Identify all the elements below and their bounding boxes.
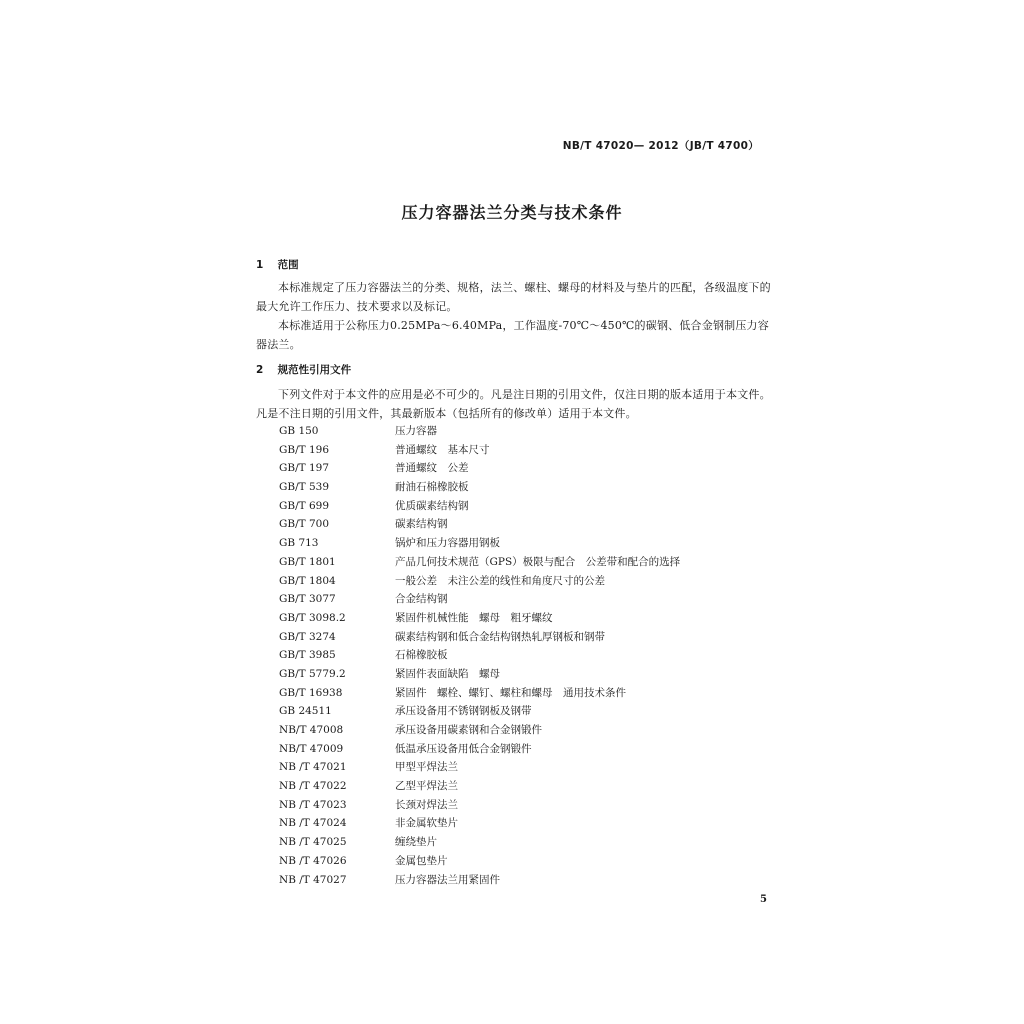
reference-title: 普通螺纹 公差 [395,462,469,475]
reference-row [279,666,680,685]
reference-code: GB/T 197 [279,462,330,475]
paragraph: 凡是不注日期的引用文件，其最新版本（包括所有的修改单）适用于本文件。 [256,407,637,420]
reference-code: GB/T 3098.2 [279,611,346,624]
reference-code: GB/T 5779.2 [279,667,346,680]
reference-code: NB /T 47027 [279,873,347,886]
reference-code: GB/T 3077 [279,593,336,606]
reference-code: GB/T 539 [279,481,330,494]
reference-row [279,479,680,498]
section-2-body [256,385,771,423]
reference-row [279,853,680,872]
reference-code: NB /T 47023 [279,798,347,811]
reference-code: NB/T 47008 [279,724,344,736]
paragraph: 本标准规定了压力容器法兰的分类、规格，法兰、螺柱、螺母的材料及与垫片的匹配，各级温度下的最大允许工作压力、技术要求以及标记。 [256,281,771,313]
reference-title: 承压设备用碳素钢和合金钢锻件 [395,724,542,736]
reference-code: GB/T 196 [279,443,330,456]
reference-title: 优质碳素结构钢 [395,499,469,512]
reference-row [279,573,680,592]
document-title: 压力容器法兰分类与技术条件 [401,203,623,222]
reference-title: 产品几何技术规范（GPS）极限与配合 公差带和配合的选择 [395,555,681,568]
reference-title: 碳素结构钢 [395,518,448,531]
reference-code: GB/T 16938 [279,686,343,699]
reference-title: 金属包垫片 [395,854,448,867]
reference-title: 缠绕垫片 [395,836,437,849]
reference-title: 耐油石棉橡胶板 [395,481,469,494]
reference-code: GB 150 [279,425,319,437]
reference-code: GB/T 1804 [279,574,336,587]
reference-row [279,703,680,722]
section-number: 1 [256,259,264,271]
reference-row [279,554,680,573]
reference-row [279,442,680,461]
reference-code: GB 24511 [279,705,332,718]
reference-row [279,591,680,610]
reference-row [279,797,680,816]
reference-title: 紧固件表面缺陷 螺母 [395,667,500,680]
section-title: 规范性引用文件 [277,364,352,376]
reference-title: 紧固件 螺栓、螺钉、螺柱和螺母 通用技术条件 [395,686,626,699]
reference-row [279,741,680,760]
reference-code: GB/T 3985 [279,649,336,662]
reference-row [279,535,680,554]
reference-row [279,872,680,891]
section-title: 范围 [277,259,299,271]
reference-title: 石棉橡胶板 [395,649,448,662]
reference-title: 甲型平焊法兰 [395,761,458,774]
reference-row [279,423,680,442]
reference-code: GB/T 1801 [279,555,336,568]
reference-code: GB/T 3274 [279,630,336,643]
reference-title: 乙型平焊法兰 [395,780,458,793]
reference-title: 锅炉和压力容器用钢板 [395,537,500,550]
reference-row [279,498,680,517]
page-number: 5 [760,894,767,905]
section-2-heading [256,362,351,377]
reference-row [279,460,680,479]
reference-title: 压力容器 [395,425,437,437]
reference-code: GB/T 700 [279,518,330,531]
section-1-heading [256,257,299,272]
reference-title: 紧固件机械性能 螺母 粗牙螺纹 [395,611,553,624]
reference-title: 一般公差 未注公差的线性和角度尺寸的公差 [395,574,605,587]
reference-title: 低温承压设备用低合金钢锻件 [395,742,532,755]
reference-title: 长颈对焊法兰 [395,798,458,811]
reference-title: 碳素结构钢和低合金结构钢热轧厚钢板和钢带 [395,630,605,643]
reference-title: 承压设备用不锈钢钢板及钢带 [395,705,532,718]
reference-code: GB 713 [279,537,319,550]
reference-code: NB /T 47022 [279,780,347,793]
section-1-body [256,278,771,354]
reference-title: 非金属软垫片 [395,817,458,830]
paragraph: 下列文件对于本文件的应用是必不可少的。凡是注日期的引用文件，仅注日期的版本适用于本文件。 [278,388,771,401]
standard-code-header: NB/T 47020— 2012（JB/T 4700） [562,140,759,152]
normative-references-list [279,423,680,890]
reference-row [279,834,680,853]
reference-row [279,629,680,648]
section-number: 2 [256,364,264,376]
reference-title: 压力容器法兰用紧固件 [395,873,500,886]
reference-title: 合金结构钢 [395,593,448,606]
reference-code: NB /T 47025 [279,836,347,849]
reference-code: NB /T 47026 [279,854,347,867]
reference-row [279,722,680,741]
reference-title: 普通螺纹 基本尺寸 [395,443,490,456]
reference-row [279,516,680,535]
reference-row [279,778,680,797]
reference-code: NB/T 47009 [279,742,344,755]
reference-code: NB /T 47021 [279,761,347,774]
reference-code: GB/T 699 [279,499,330,512]
reference-row [279,647,680,666]
paragraph: 本标准适用于公称压力0.25MPa～6.40MPa，工作温度-70℃～450℃的碳钢、低合金钢制压力容器法兰。 [256,319,769,351]
reference-code: NB /T 47024 [279,817,347,830]
reference-row [279,685,680,704]
reference-row [279,759,680,778]
reference-row [279,815,680,834]
reference-row [279,610,680,629]
